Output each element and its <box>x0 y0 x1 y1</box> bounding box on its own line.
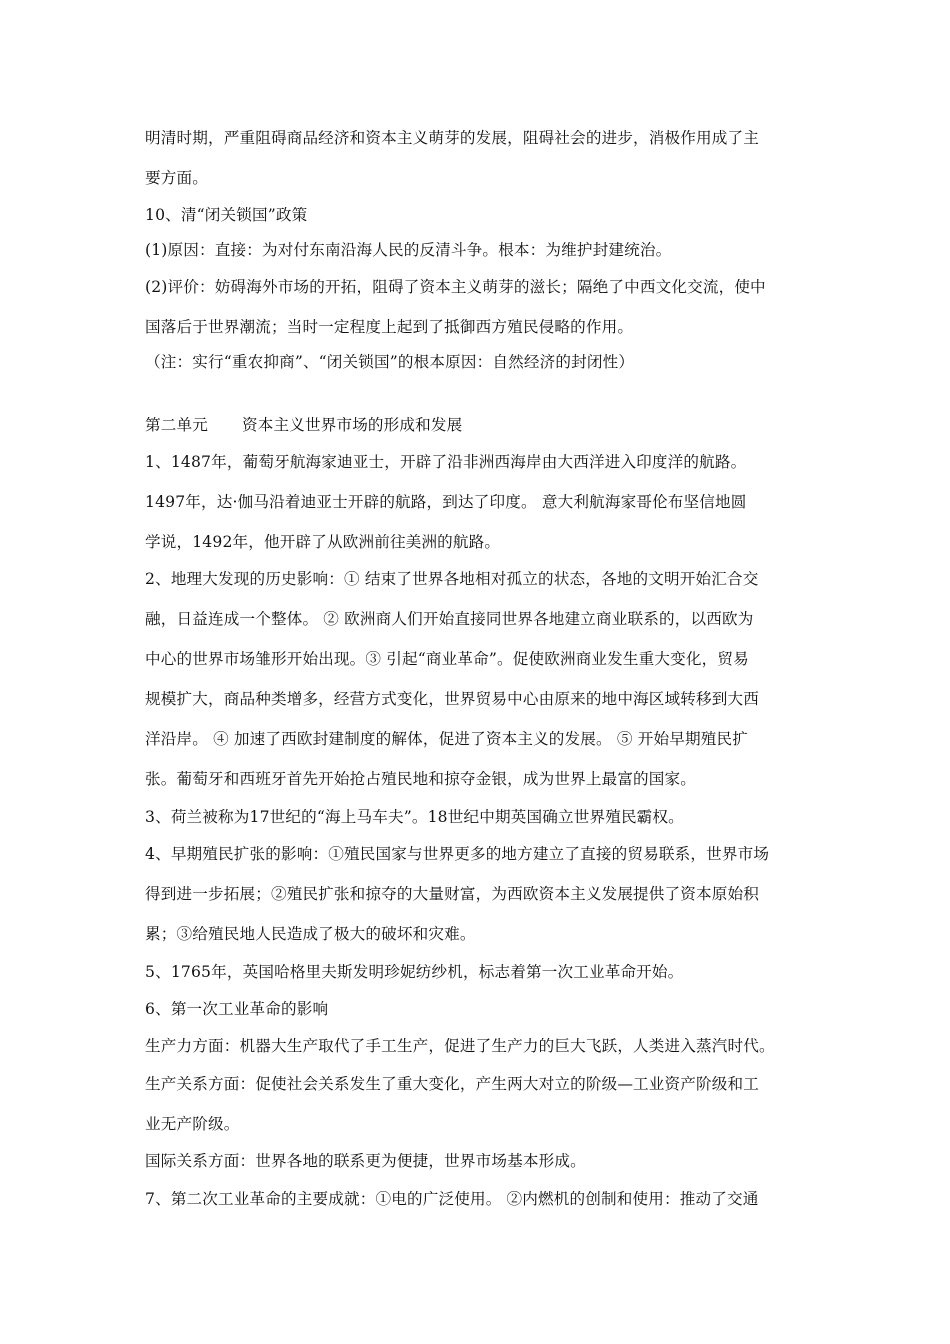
unit-title: 资本主义世界市场的形成和发展 <box>241 416 463 434</box>
text-line: (2)评价：妨碍海外市场的开拓，阻碍了资本主义萌芽的滋长；隔绝了中西文化交流，使中 <box>145 278 766 296</box>
text-line: 洋沿岸。 ④ 加速了西欧封建制度的解体，促进了资本主义的发展。 ⑤ 开始早期殖民扩 <box>145 730 748 748</box>
text-line: 7、第二次工业革命的主要成就：①电的广泛使用。 ②内燃机的创制和使用：推动了交通 <box>145 1190 759 1208</box>
text-line: 张。葡萄牙和西班牙首先开始抢占殖民地和掠夺金银，成为世界上最富的国家。 <box>145 770 697 788</box>
text-line: 3、荷兰被称为17世纪的“海上马车夫”。18世纪中期英国确立世界殖民霸权。 <box>145 808 684 826</box>
text-line: 4、早期殖民扩张的影响：①殖民国家与世界更多的地方建立了直接的贸易联系，世界市场 <box>145 845 770 863</box>
text-line: 国落后于世界潮流；当时一定程度上起到了抵御西方殖民侵略的作用。 <box>145 318 634 336</box>
unit-heading <box>145 415 462 435</box>
text-line: 生产力方面：机器大生产取代了手工生产，促进了生产力的巨大飞跃，人类进入蒸汽时代。 <box>145 1037 775 1055</box>
text-line: 1497年，达·伽马沿着迪亚士开辟的航路，到达了印度。 意大利航海家哥伦布坚信地圆 <box>145 493 747 511</box>
text-line: 得到进一步拓展；②殖民扩张和掠夺的大量财富，为西欧资本主义发展提供了资本原始积 <box>145 885 760 903</box>
text-line: 1、1487年，葡萄牙航海家迪亚士，开辟了沿非洲西海岸由大西洋进入印度洋的航路。 <box>145 453 747 471</box>
text-line: 明清时期，严重阻碍商品经济和资本主义萌芽的发展，阻碍社会的进步，消极作用成了主 <box>145 129 760 147</box>
section-heading: 6、第一次工业革命的影响 <box>145 1000 329 1018</box>
text-line: 累；③给殖民地人民造成了极大的破坏和灾难。 <box>145 925 476 943</box>
text-line: 国际关系方面：世界各地的联系更为便捷，世界市场基本形成。 <box>145 1152 586 1170</box>
text-line: 融，日益连成一个整体。 ② 欧洲商人们开始直接同世界各地建立商业联系的，以西欧为 <box>145 610 754 628</box>
section-heading: 10、清“闭关锁国”政策 <box>145 206 308 224</box>
text-line: 学说，1492年，他开辟了从欧洲前往美洲的航路。 <box>145 533 501 551</box>
text-line: 2、地理大发现的历史影响：① 结束了世界各地相对孤立的状态，各地的文明开始汇合交 <box>145 570 759 588</box>
text-line: 业无产阶级。 <box>145 1115 240 1133</box>
unit-number: 第二单元 <box>145 416 208 434</box>
text-line: (1)原因：直接：为对付东南沿海人民的反清斗争。根本：为维护封建统治。 <box>145 241 672 259</box>
text-line: 规模扩大，商品种类增多，经营方式变化，世界贸易中心由原来的地中海区域转移到大西 <box>145 690 760 708</box>
text-line: 要方面。 <box>145 169 208 187</box>
text-line: 生产关系方面：促使社会关系发生了重大变化，产生两大对立的阶级—工业资产阶级和工 <box>145 1075 760 1093</box>
note-line: （注：实行“重农抑商”、“闭关锁国”的根本原因：自然经济的封闭性） <box>145 353 635 371</box>
text-line: 中心的世界市场雏形开始出现。③ 引起“商业革命”。促使欧洲商业发生重大变化，贸易 <box>145 650 749 668</box>
text-line: 5、1765年，英国哈格里夫斯发明珍妮纺纱机，标志着第一次工业革命开始。 <box>145 963 684 981</box>
